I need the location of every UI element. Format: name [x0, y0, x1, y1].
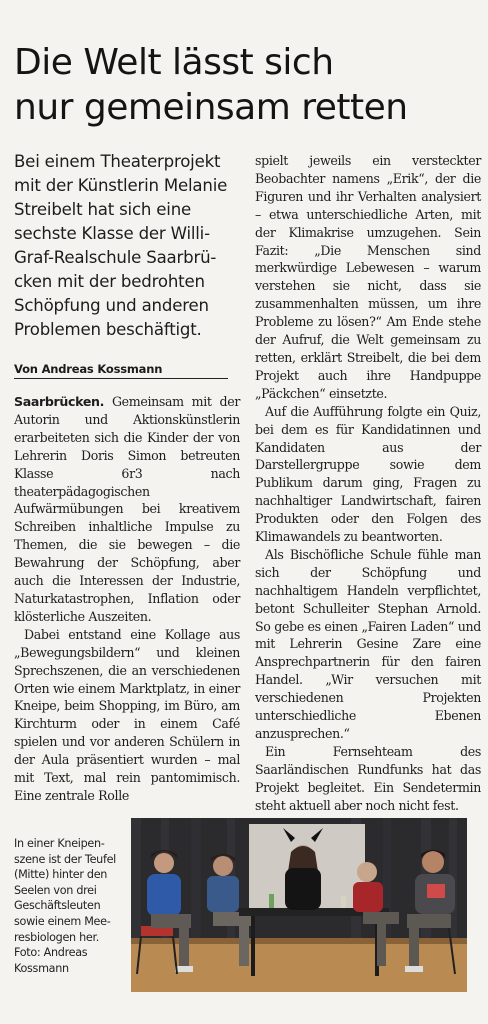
body-paragraph: Auf die Aufführung folgte ein Quiz, bei dem es für Kandidatinnen und Kandidaten aus der Darstellergruppe sowie dem Publikum darum ging, Fragen zu nachhaltiger Landwirtschaft, fairen Produkten oder den Folgen des Klimawandels zu beantworten. — [255, 403, 481, 545]
caption-line: Kossmann — [14, 961, 69, 975]
stage-photo-illustration — [131, 818, 467, 992]
caption-line: sowie einem Mee- — [14, 914, 111, 928]
headline-line: nur gemeinsam retten — [14, 87, 408, 128]
caption-line: szene ist der Teufel — [14, 852, 116, 866]
article-body-left — [14, 393, 240, 805]
body-paragraph: Als Bischöfliche Schule fühle man sich der Schöpfung und nachhaltigem Handeln verpflichtet, betont Schulleiter Stephan Arnold. So gebe es einen „Fairen Laden“ und mit Lehrerin Gesine Zare eine Ansprechpartnerin für den fairen Handel. „Wir versuchen mit verschiedenen Projekten unterschiedliche Ebenen anzusprechen.“ — [255, 546, 481, 741]
caption-line: Seelen von drei — [14, 883, 97, 897]
article-byline: Von Andreas Kossmann — [14, 362, 228, 379]
article-headline — [14, 40, 484, 130]
lede-line: sechste Klasse der Willi- — [14, 224, 210, 243]
caption-line: Geschäftsleuten — [14, 899, 101, 913]
lede-line: Schöpfung und anderen — [14, 296, 209, 315]
lede-line: Bei einem Theaterprojekt — [14, 152, 221, 171]
article-lede — [14, 150, 240, 342]
lede-line: cken mit der bedrohten — [14, 272, 205, 291]
caption-line: (Mitte) hinter den — [14, 868, 108, 882]
body-paragraph: Ein Fernsehteam des Saarländischen Rundfunks hat das Projekt begleitet. Ein Sendetermin steht aktuell aber noch nicht fest. — [255, 743, 481, 813]
lede-line: Graf-Realschule Saarbrü- — [14, 248, 217, 267]
caption-line: Foto: Andreas — [14, 946, 88, 960]
dateline: Saarbrücken. — [14, 394, 105, 409]
right-column — [255, 152, 481, 815]
body-paragraph: spielt jeweils ein versteckter Beobachter namens „Erik“, der die Figuren und ihr Verhalten analysiert – etwa unterschiedliche Arten, mit der Klimakrise umzugehen. Sein Fazit: „Die Menschen sind merkwürdige Lebewesen – warum verstehen sie nicht, dass sie zusammenhalten müssen, um ihre Probleme zu lösen?“ Am Ende stehe der Aufruf, die Welt gemeinsam zu retten, erklärt Streibelt, die bei dem Projekt auch ihre Handpuppe „Päckchen“ einsetzte. — [255, 153, 481, 401]
body-paragraph — [14, 393, 240, 626]
stage-photo — [131, 818, 467, 992]
caption-line: resbiologen her. — [14, 930, 100, 944]
paragraph-text: Gemeinsam mit der Autorin und Aktionskünstlerin erarbeiteten sich die Kinder der von Lehrerin Doris Simon betreuten Klasse 6r3 nach theaterpädagogischen Aufwärmübungen bei kreativem Schreiben inhaltliche Impulse zu Themen, die sie bewegen – die Bewahrung der Schöpfung, aber auch die Interessen der Industrie, Naturkatastrophen, Inflation oder klösterliche Auszeiten. — [14, 394, 240, 624]
lede-line: mit der Künstlerin Melanie — [14, 176, 228, 195]
headline-line: Die Welt lässt sich — [14, 42, 334, 83]
lede-line: Streibelt hat sich eine — [14, 200, 192, 219]
caption-line: In einer Kneipen- — [14, 837, 105, 850]
photo-caption — [14, 836, 124, 976]
article-body-right — [255, 152, 481, 815]
left-column — [14, 150, 240, 805]
body-paragraph: Dabei entstand eine Kollage aus „Bewegungsbildern“ und kleinen Sprechszenen, die an verschiedenen Orten wie einem Marktplatz, in einer Kneipe, beim Shopping, im Büro, am Kirchturm oder in einem Café spielen und vor anderen Schülern in der Aula präsentiert wurden – mal mit Text, mal rein pantomimisch. Eine zentrale Rolle — [14, 626, 240, 803]
lede-line: Problemen beschäftigt. — [14, 320, 202, 339]
